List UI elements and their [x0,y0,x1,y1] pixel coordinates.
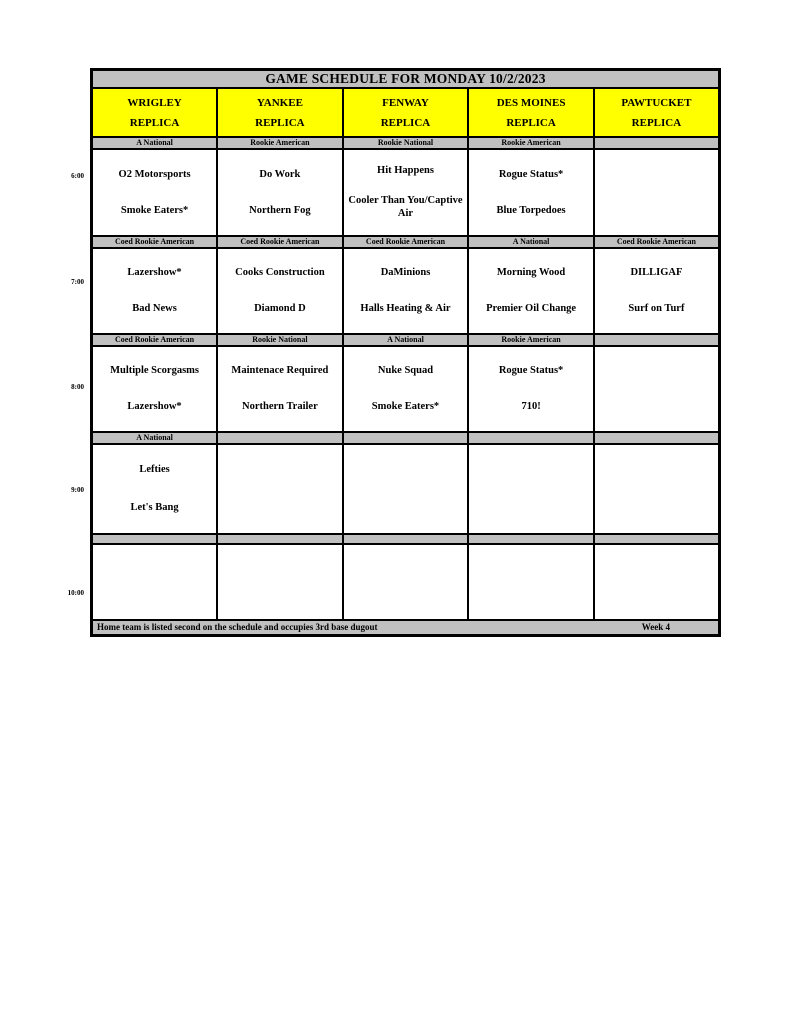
league-label: Coed Rookie American [217,236,343,248]
game-row-600 [92,149,720,236]
league-label [92,534,218,544]
league-row-700 [92,236,720,248]
game-box [469,150,593,235]
league-label: Rookie American [217,137,343,149]
league-label: A National [92,432,218,444]
home-team: Blue Torpedoes [496,205,566,217]
game-box [344,347,468,431]
away-team: DILLIGAF [630,267,683,279]
league-label [343,432,469,444]
away-team: Do Work [259,168,301,180]
field-name: DES MOINES [496,96,566,109]
league-label: A National [468,236,594,248]
home-team: 710! [521,401,541,413]
game-box [93,347,216,431]
field-header-fenway [343,88,469,137]
game-box [218,347,342,431]
league-row-900 [92,432,720,444]
league-label [343,534,469,544]
field-sub: REPLICA [506,116,556,129]
game-cell [343,346,469,432]
game-cell [217,346,343,432]
home-team: Bad News [132,303,177,315]
away-team: Rogue Status* [498,365,564,377]
footer-row [92,620,720,635]
league-label [217,534,343,544]
league-label [468,534,594,544]
game-box [218,445,342,533]
field-header-row [92,88,720,137]
footer-content [97,621,714,634]
game-box [93,249,216,333]
time-label-600: 6:00 [71,172,84,180]
game-box [93,445,216,533]
league-label: Coed Rookie American [92,334,218,346]
field-name: YANKEE [256,96,303,109]
home-team: Surf on Turf [628,303,685,315]
game-cell [92,248,218,334]
field-sub: REPLICA [631,116,682,129]
game-cell [92,444,218,534]
home-team: Northern Trailer [242,401,318,413]
league-label: A National [343,334,469,346]
time-label-700: 7:00 [71,278,84,286]
game-box [595,249,718,333]
game-cell [594,346,720,432]
game-cell [217,444,343,534]
game-cell [594,544,720,620]
game-box [218,249,342,333]
home-team: Diamond D [254,303,306,315]
field-header-yankee [217,88,343,137]
game-box [469,249,593,333]
game-box [218,545,342,619]
field-header-box [93,93,216,133]
field-header-box [344,93,468,133]
time-label-900: 9:00 [71,486,84,494]
league-label [217,432,343,444]
home-team: Premier Oil Change [486,303,577,315]
league-label: Rookie American [468,137,594,149]
league-label: Rookie National [217,334,343,346]
away-team: Maintenace Required [231,365,329,377]
game-cell [217,544,343,620]
home-team: Let's Bang [130,502,179,514]
home-team: Northern Fog [249,205,311,217]
league-label: A National [92,137,218,149]
league-row-800 [92,334,720,346]
field-header-des-moines [468,88,594,137]
field-header-wrigley [92,88,218,137]
game-box [469,347,593,431]
schedule-title: GAME SCHEDULE FOR MONDAY 10/2/2023 [92,70,720,89]
field-sub: REPLICA [255,116,305,129]
title-row [92,70,720,89]
league-label: Coed Rookie American [594,236,720,248]
away-team: Lazershow* [127,267,182,279]
away-team: Morning Wood [496,267,566,279]
league-label [594,137,720,149]
game-box [344,249,468,333]
game-cell [468,544,594,620]
game-box [595,150,718,235]
home-team: Smoke Eaters* [120,205,189,217]
footer-week: Week 4 [641,622,670,633]
schedule-sheet [67,68,721,637]
home-team: Cooler Than You/Captive Air [348,195,463,220]
game-row-700 [92,248,720,334]
game-row-800 [92,346,720,432]
field-sub: REPLICA [129,116,180,129]
field-header-box [469,93,593,133]
away-team: Nuke Squad [377,365,434,377]
game-cell [343,149,469,236]
field-header-pawtucket [594,88,720,137]
league-label [594,534,720,544]
game-cell [468,248,594,334]
game-cell [468,346,594,432]
league-label [594,432,720,444]
game-cell [92,346,218,432]
time-label-1000: 10:00 [67,589,84,597]
game-box [218,150,342,235]
game-cell [594,149,720,236]
away-team: O2 Motorsports [118,168,191,180]
game-box [595,347,718,431]
game-box [344,445,468,533]
game-cell [468,149,594,236]
field-name: FENWAY [382,96,429,109]
game-row-900 [92,444,720,534]
game-cell [594,444,720,534]
time-label-800: 8:00 [71,383,84,391]
away-team: Cooks Construction [235,267,325,279]
game-cell [343,248,469,334]
schedule-table [90,68,721,637]
game-cell [92,544,218,620]
league-label: Coed Rookie American [343,236,469,248]
game-cell [217,149,343,236]
game-cell [594,248,720,334]
game-box [595,545,718,619]
game-box [93,150,216,235]
field-name: PAWTUCKET [621,96,692,109]
footer-bar [92,620,720,635]
field-header-box [218,93,342,133]
league-row-600 [92,137,720,149]
game-box [469,545,593,619]
game-cell [343,544,469,620]
league-label: Rookie American [468,334,594,346]
home-team: Smoke Eaters* [371,401,440,413]
field-header-box [595,93,718,133]
away-team: Multiple Scorgasms [110,365,200,377]
home-team: Lazershow* [127,401,182,413]
game-row-1000 [92,544,720,620]
footer-note: Home team is listed second on the schedule and occupies 3rd base dugout [97,622,378,633]
game-box [93,545,216,619]
game-box [344,545,468,619]
away-team: DaMinions [380,267,431,279]
game-cell [92,149,218,236]
league-label [594,334,720,346]
league-label [468,432,594,444]
league-row-1000 [92,534,720,544]
home-team: Halls Heating & Air [360,303,451,315]
game-box [595,445,718,533]
game-box [469,445,593,533]
league-label: Coed Rookie American [92,236,218,248]
league-label: Rookie National [343,137,469,149]
game-cell [217,248,343,334]
field-name: WRIGLEY [127,96,182,109]
away-team: Hit Happens [377,165,434,177]
game-box [344,150,468,235]
game-cell [343,444,469,534]
game-cell [468,444,594,534]
away-team: Rogue Status* [498,168,564,180]
field-sub: REPLICA [380,116,431,129]
away-team: Lefties [139,464,170,476]
